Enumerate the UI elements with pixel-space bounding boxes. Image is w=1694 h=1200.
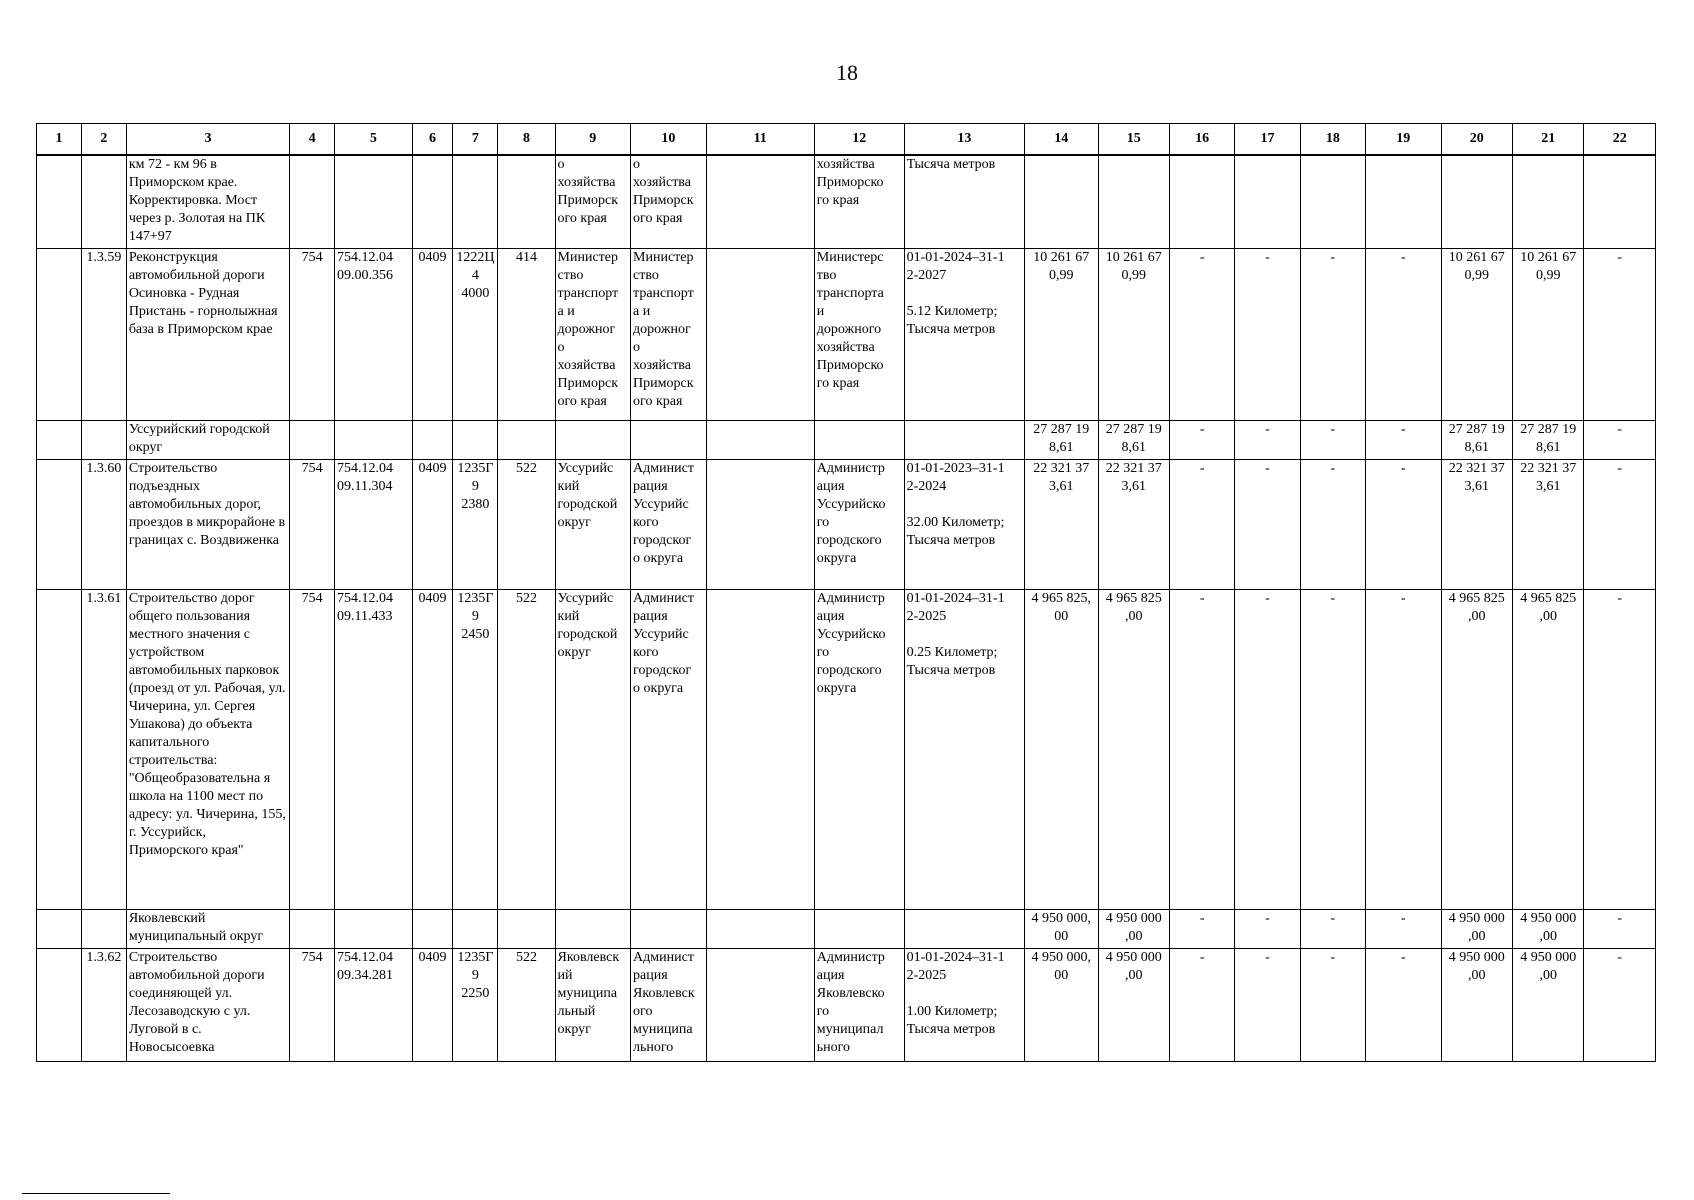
cell-col-14: 22 321 37 3,61 <box>1025 459 1098 589</box>
column-header: 14 <box>1025 124 1098 156</box>
cell-col-14: 10 261 67 0,99 <box>1025 248 1098 420</box>
header-row <box>37 124 1656 156</box>
cell-col-10 <box>631 420 707 459</box>
cell-col-16: - <box>1170 248 1235 420</box>
cell-col-22: - <box>1584 420 1656 459</box>
table-row <box>37 948 1656 1061</box>
cell-col-11 <box>706 589 814 909</box>
cell-col-4: 754 <box>290 459 335 589</box>
cell-col-7: 1235Г9 2250 <box>453 948 498 1061</box>
cell-col-4 <box>290 155 335 248</box>
cell-col-20: 4 950 000 ,00 <box>1441 948 1512 1061</box>
column-header: 5 <box>335 124 413 156</box>
cell-col-9: о хозяйства Приморск ого края <box>555 155 631 248</box>
column-header: 19 <box>1365 124 1441 156</box>
budget-table <box>36 123 1656 1062</box>
cell-col-2: 1.3.60 <box>81 459 126 589</box>
cell-col-9: Министер ство транспорт а и дорожног о хозяйства Приморск ого края <box>555 248 631 420</box>
cell-col-8: 522 <box>498 459 555 589</box>
cell-col-8: 414 <box>498 248 555 420</box>
cell-col-15: 10 261 67 0,99 <box>1098 248 1169 420</box>
cell-col-15 <box>1098 155 1169 248</box>
column-header: 15 <box>1098 124 1169 156</box>
cell-col-9: Уссурийс кий городской округ <box>555 459 631 589</box>
cell-col-3: км 72 - км 96 в Приморском крае. Корректировка. Мост через р. Золотая на ПК 147+97 <box>126 155 289 248</box>
column-header: 22 <box>1584 124 1656 156</box>
cell-col-13: Тысяча метров <box>904 155 1024 248</box>
cell-col-13 <box>904 909 1024 948</box>
cell-col-6 <box>412 909 453 948</box>
cell-col-15: 27 287 19 8,61 <box>1098 420 1169 459</box>
cell-col-14: 27 287 19 8,61 <box>1025 420 1098 459</box>
cell-col-14: 4 950 000, 00 <box>1025 948 1098 1061</box>
footnote-rule <box>22 1193 170 1194</box>
cell-col-18: - <box>1300 589 1365 909</box>
cell-col-18: - <box>1300 459 1365 589</box>
column-header: 13 <box>904 124 1024 156</box>
column-header: 12 <box>814 124 904 156</box>
table-row <box>37 420 1656 459</box>
cell-col-2: 1.3.59 <box>81 248 126 420</box>
table-body <box>37 155 1656 1061</box>
cell-col-20: 4 965 825 ,00 <box>1441 589 1512 909</box>
cell-col-4: 754 <box>290 248 335 420</box>
cell-col-3: Строительство автомобильной дороги соединяющей ул. Лесозаводскую с ул. Луговой в с. Новосысоевка <box>126 948 289 1061</box>
cell-col-17: - <box>1235 589 1300 909</box>
cell-col-17: - <box>1235 420 1300 459</box>
cell-col-11 <box>706 459 814 589</box>
cell-col-8: 522 <box>498 589 555 909</box>
cell-col-14: 4 965 825, 00 <box>1025 589 1098 909</box>
cell-col-2: 1.3.61 <box>81 589 126 909</box>
cell-col-2 <box>81 909 126 948</box>
cell-col-4: 754 <box>290 948 335 1061</box>
cell-col-22: - <box>1584 909 1656 948</box>
column-header: 10 <box>631 124 707 156</box>
cell-col-13: 01-01-2024–31-1 2-2025 1.00 Километр; Тысяча метров <box>904 948 1024 1061</box>
cell-col-8 <box>498 420 555 459</box>
cell-col-10 <box>631 909 707 948</box>
cell-col-17: - <box>1235 948 1300 1061</box>
column-header: 7 <box>453 124 498 156</box>
cell-col-9: Яковлевск ий муниципа льный округ <box>555 948 631 1061</box>
cell-col-15: 22 321 37 3,61 <box>1098 459 1169 589</box>
cell-col-12: Администр ация Яковлевско го муниципал ьного <box>814 948 904 1061</box>
cell-col-18: - <box>1300 248 1365 420</box>
cell-col-19: - <box>1365 248 1441 420</box>
cell-col-18 <box>1300 155 1365 248</box>
cell-col-16: - <box>1170 589 1235 909</box>
cell-col-17: - <box>1235 248 1300 420</box>
cell-col-5 <box>335 155 413 248</box>
cell-col-7 <box>453 420 498 459</box>
cell-col-18: - <box>1300 948 1365 1061</box>
cell-col-11 <box>706 420 814 459</box>
cell-col-10: Админист рация Уссурийс кого городског о округа <box>631 589 707 909</box>
cell-col-8 <box>498 155 555 248</box>
cell-col-16: - <box>1170 948 1235 1061</box>
cell-col-17: - <box>1235 909 1300 948</box>
cell-col-11 <box>706 909 814 948</box>
cell-col-9: Уссурийс кий городской округ <box>555 589 631 909</box>
cell-col-3: Строительство дорог общего пользования местного значения с устройством автомобильных парковок (проезд от ул. Рабочая, ул. Чичерина, ул. Сергея Ушакова) до объекта капитального строительства: "Общеобразовательна я школа на 1100 мест по адресу: ул. Чичерина, 155, г. Уссурийск, Приморского края" <box>126 589 289 909</box>
cell-col-6 <box>412 155 453 248</box>
column-header: 17 <box>1235 124 1300 156</box>
table-row <box>37 589 1656 909</box>
cell-col-17 <box>1235 155 1300 248</box>
cell-col-15: 4 950 000 ,00 <box>1098 948 1169 1061</box>
table-row <box>37 909 1656 948</box>
table-row <box>37 248 1656 420</box>
cell-col-3: Яковлевский муниципальный округ <box>126 909 289 948</box>
cell-col-16: - <box>1170 459 1235 589</box>
cell-col-5: 754.12.04 09.34.281 <box>335 948 413 1061</box>
table-row <box>37 155 1656 248</box>
cell-col-14: 4 950 000, 00 <box>1025 909 1098 948</box>
cell-col-22: - <box>1584 948 1656 1061</box>
cell-col-20: 27 287 19 8,61 <box>1441 420 1512 459</box>
cell-col-2 <box>81 420 126 459</box>
cell-col-1 <box>37 948 82 1061</box>
cell-col-16 <box>1170 155 1235 248</box>
column-header: 4 <box>290 124 335 156</box>
cell-col-14 <box>1025 155 1098 248</box>
column-header: 16 <box>1170 124 1235 156</box>
cell-col-12 <box>814 909 904 948</box>
cell-col-5 <box>335 909 413 948</box>
cell-col-22 <box>1584 155 1656 248</box>
cell-col-21: 10 261 67 0,99 <box>1512 248 1583 420</box>
cell-col-10: Админист рация Яковлевск ого муниципа льного <box>631 948 707 1061</box>
page-number: 18 <box>836 60 858 85</box>
cell-col-21: 22 321 37 3,61 <box>1512 459 1583 589</box>
cell-col-6: 0409 <box>412 948 453 1061</box>
cell-col-2: 1.3.62 <box>81 948 126 1061</box>
cell-col-19 <box>1365 155 1441 248</box>
column-header: 18 <box>1300 124 1365 156</box>
cell-col-16: - <box>1170 909 1235 948</box>
cell-col-3: Реконструкция автомобильной дороги Осиновка - Рудная Пристань - горнолыжная база в Приморском крае <box>126 248 289 420</box>
cell-col-20 <box>1441 155 1512 248</box>
cell-col-10: Министер ство транспорт а и дорожног о хозяйства Приморск ого края <box>631 248 707 420</box>
cell-col-8: 522 <box>498 948 555 1061</box>
cell-col-1 <box>37 459 82 589</box>
cell-col-21 <box>1512 155 1583 248</box>
column-header: 1 <box>37 124 82 156</box>
cell-col-1 <box>37 155 82 248</box>
cell-col-16: - <box>1170 420 1235 459</box>
cell-col-21: 4 950 000 ,00 <box>1512 948 1583 1061</box>
cell-col-4 <box>290 909 335 948</box>
cell-col-1 <box>37 248 82 420</box>
cell-col-21: 4 950 000 ,00 <box>1512 909 1583 948</box>
cell-col-21: 4 965 825 ,00 <box>1512 589 1583 909</box>
cell-col-12: хозяйства Приморско го края <box>814 155 904 248</box>
cell-col-6: 0409 <box>412 459 453 589</box>
column-header: 2 <box>81 124 126 156</box>
column-header: 8 <box>498 124 555 156</box>
cell-col-11 <box>706 948 814 1061</box>
cell-col-18: - <box>1300 420 1365 459</box>
cell-col-6: 0409 <box>412 589 453 909</box>
cell-col-19: - <box>1365 589 1441 909</box>
cell-col-1 <box>37 909 82 948</box>
cell-col-7 <box>453 909 498 948</box>
cell-col-13: 01-01-2024–31-1 2-2025 0.25 Километр; Тысяча метров <box>904 589 1024 909</box>
cell-col-5: 754.12.04 09.11.304 <box>335 459 413 589</box>
cell-col-12: Администр ация Уссурийско го городского округа <box>814 589 904 909</box>
cell-col-3: Уссурийский городской округ <box>126 420 289 459</box>
cell-col-11 <box>706 155 814 248</box>
cell-col-22: - <box>1584 248 1656 420</box>
cell-col-7 <box>453 155 498 248</box>
column-header: 20 <box>1441 124 1512 156</box>
cell-col-13 <box>904 420 1024 459</box>
column-header: 3 <box>126 124 289 156</box>
cell-col-21: 27 287 19 8,61 <box>1512 420 1583 459</box>
cell-col-12: Министерс тво транспорта и дорожного хозяйства Приморско го края <box>814 248 904 420</box>
cell-col-6: 0409 <box>412 248 453 420</box>
column-header: 9 <box>555 124 631 156</box>
cell-col-5 <box>335 420 413 459</box>
column-header: 6 <box>412 124 453 156</box>
cell-col-20: 4 950 000 ,00 <box>1441 909 1512 948</box>
cell-col-20: 22 321 37 3,61 <box>1441 459 1512 589</box>
cell-col-19: - <box>1365 909 1441 948</box>
cell-col-9 <box>555 420 631 459</box>
cell-col-1 <box>37 589 82 909</box>
cell-col-15: 4 950 000 ,00 <box>1098 909 1169 948</box>
cell-col-11 <box>706 248 814 420</box>
cell-col-13: 01-01-2024–31-1 2-2027 5.12 Километр; Тысяча метров <box>904 248 1024 420</box>
cell-col-9 <box>555 909 631 948</box>
cell-col-13: 01-01-2023–31-1 2-2024 32.00 Километр; Тысяча метров <box>904 459 1024 589</box>
cell-col-8 <box>498 909 555 948</box>
cell-col-17: - <box>1235 459 1300 589</box>
cell-col-7: 1235Г9 2450 <box>453 589 498 909</box>
cell-col-12 <box>814 420 904 459</box>
cell-col-5: 754.12.04 09.00.356 <box>335 248 413 420</box>
cell-col-2 <box>81 155 126 248</box>
cell-col-12: Администр ация Уссурийско го городского округа <box>814 459 904 589</box>
table-row <box>37 459 1656 589</box>
cell-col-6 <box>412 420 453 459</box>
cell-col-5: 754.12.04 09.11.433 <box>335 589 413 909</box>
cell-col-22: - <box>1584 459 1656 589</box>
cell-col-19: - <box>1365 420 1441 459</box>
cell-col-7: 1222Ц4 4000 <box>453 248 498 420</box>
cell-col-4 <box>290 420 335 459</box>
cell-col-7: 1235Г9 2380 <box>453 459 498 589</box>
column-header: 11 <box>706 124 814 156</box>
cell-col-18: - <box>1300 909 1365 948</box>
cell-col-22: - <box>1584 589 1656 909</box>
cell-col-15: 4 965 825 ,00 <box>1098 589 1169 909</box>
cell-col-20: 10 261 67 0,99 <box>1441 248 1512 420</box>
cell-col-10: Админист рация Уссурийс кого городског о округа <box>631 459 707 589</box>
cell-col-3: Строительство подъездных автомобильных дорог, проездов в микрорайоне в границах с. Воздвиженка <box>126 459 289 589</box>
cell-col-19: - <box>1365 948 1441 1061</box>
cell-col-4: 754 <box>290 589 335 909</box>
cell-col-1 <box>37 420 82 459</box>
column-header: 21 <box>1512 124 1583 156</box>
cell-col-10: о хозяйства Приморск ого края <box>631 155 707 248</box>
cell-col-19: - <box>1365 459 1441 589</box>
